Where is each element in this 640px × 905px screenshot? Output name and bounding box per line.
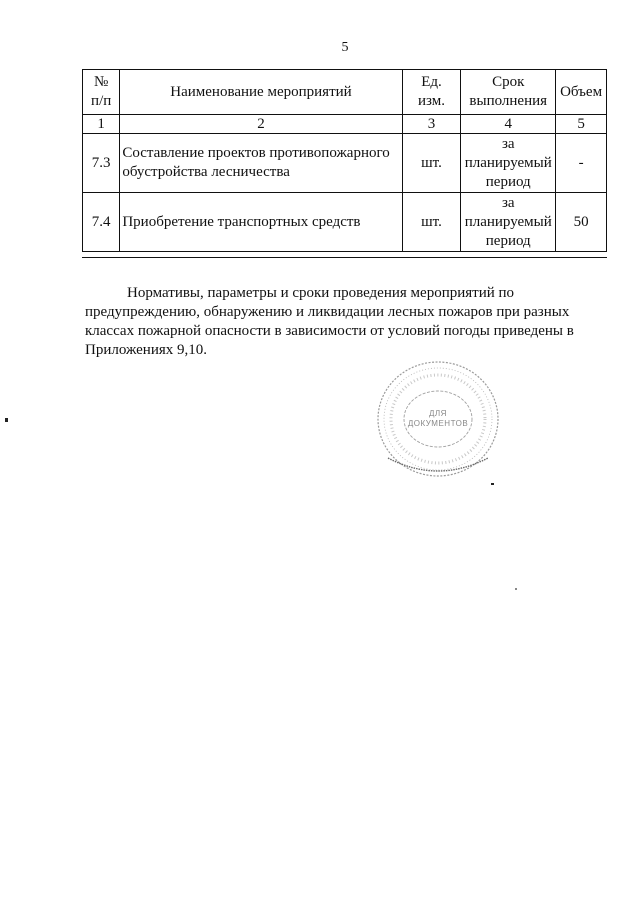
body-paragraph: Нормативы, параметры и сроки проведения мероприятий по предупреждению, обнаружению и ликвидации лесных пожаров при разных классах пожарной опасности в зависимости от условий погоды приведены в Приложениях 9,10. [85, 285, 574, 358]
row-unit: шт. [402, 134, 461, 193]
table-row [83, 134, 607, 193]
row-name: Составление проектов противопожарного обустройства лесничества [120, 134, 402, 193]
row-term-line2: планируемый [464, 213, 552, 230]
row-num: 7.3 [83, 134, 120, 193]
table-bottom-rule [82, 257, 607, 258]
header-num [83, 70, 120, 115]
index-cell-5: 5 [556, 115, 607, 134]
header-num-line2: п/п [91, 93, 112, 109]
scan-speck [491, 483, 494, 485]
row-term-line3: период [485, 232, 531, 249]
header-unit [402, 70, 461, 115]
row-term-line1: за [501, 135, 515, 152]
stamp-text-line1: ДЛЯ [429, 409, 447, 418]
row-volume: 50 [556, 193, 607, 252]
row-term-line1: за [501, 194, 515, 211]
row-term-line3: период [485, 173, 531, 190]
measures-table [82, 69, 607, 252]
header-name: Наименование мероприятий [120, 70, 402, 115]
row-term-line2: планируемый [464, 154, 552, 171]
index-cell-4: 4 [461, 115, 556, 134]
header-term [461, 70, 556, 115]
row-name: Приобретение транспортных средств [120, 193, 402, 252]
header-num-line1: № [94, 74, 109, 90]
index-cell-1: 1 [83, 115, 120, 134]
header-term-line1: Срок [492, 74, 525, 90]
page-number: 5 [341, 40, 349, 55]
row-term [461, 134, 556, 193]
row-num: 7.4 [83, 193, 120, 252]
header-term-line2: выполнения [469, 93, 548, 109]
scan-speck [515, 588, 517, 590]
table-index-row [83, 115, 607, 134]
scan-speck [5, 418, 8, 422]
stamp-text-line2: ДОКУМЕНТОВ [407, 419, 469, 428]
row-unit: шт. [402, 193, 461, 252]
header-volume: Объем [556, 70, 607, 115]
header-unit-line1: Ед. [421, 74, 442, 90]
row-volume: - [556, 134, 607, 193]
round-stamp [374, 358, 502, 480]
index-cell-2: 2 [120, 115, 402, 134]
table-row [83, 193, 607, 252]
row-term [461, 193, 556, 252]
table-header-row [83, 70, 607, 115]
index-cell-3: 3 [402, 115, 461, 134]
header-unit-line2: изм. [417, 93, 445, 109]
